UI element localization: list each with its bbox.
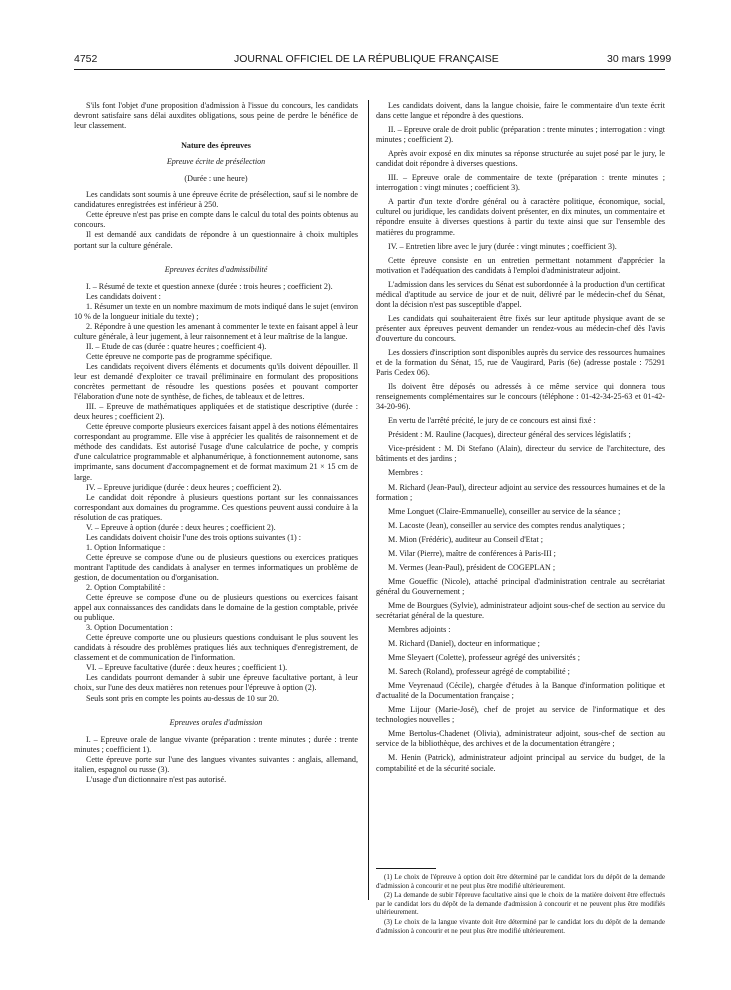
intro-paragraph: S'ils font l'objet d'une proposition d'admission à l'issue du concours, les candidats devront satisfaire sans délai auxdites obligations, sous peine de perdre le bénéfice de leur classement. — [74, 101, 358, 131]
jury-entry: Mme Sleyaert (Colette), professeur agrégé des universités ; — [388, 653, 580, 663]
page-number: 4752 — [74, 53, 98, 65]
paragraph: V. – Epreuve à option (durée : deux heures ; coefficient 2). — [86, 522, 276, 532]
right-column — [376, 101, 665, 774]
paragraph: VI. – Epreuve facultative (durée : deux heures ; coefficient 1). — [86, 663, 288, 673]
paragraph: En vertu de l'arrêté précité, le jury de ce concours est ainsi fixé : — [388, 416, 596, 426]
paragraph: Les candidats reçoivent divers éléments et documents qu'ils doivent dépouiller. Il leur est demandé d'exploiter ce travail préliminaire en formulant des propositions concrètes permettant de résoudre les questions posées et pouvant comporter l'élaboration d'une note de synthèse, de fiches, de tableaux et de lettres. — [74, 361, 358, 402]
jury-heading: Membres adjoints : — [388, 625, 451, 635]
jury-entry: Mme Veyrenaud (Cécile), chargée d'études à la Banque d'information politique et d'actualité de la Documentation française ; — [376, 681, 665, 701]
header-rule — [74, 69, 665, 70]
paragraph: Le candidat doit répondre à plusieurs questions portant sur les connaissances correspondant aux domaines du programme. Ces questions peuvent aussi conduire à la résolution de cas pratiques. — [74, 492, 358, 522]
footnotes — [376, 868, 665, 936]
admissibilite-paragraphs — [74, 282, 358, 704]
journal-title: JOURNAL OFFICIEL DE LA RÉPUBLIQUE FRANÇAISE — [234, 53, 499, 65]
jury-entry: M. Richard (Daniel), docteur en informatique ; — [388, 639, 540, 649]
preselection-paragraphs — [74, 190, 358, 250]
paragraph: 1. Option Informatique : — [86, 542, 166, 552]
paragraph: III. – Epreuve de mathématiques appliquées et de statistique descriptive (durée : deux heures ; coefficient 2). — [74, 402, 358, 422]
subsection-title: Epreuve écrite de présélection — [166, 157, 266, 167]
admission-paragraphs — [74, 735, 358, 785]
jury-entry: M. Sarech (Roland), professeur agrégé de comptabilité ; — [388, 667, 570, 677]
issue-date: 30 mars 1999 — [607, 53, 672, 65]
jury-entry: M. Vilar (Pierre), maître de conférences à Paris-III ; — [388, 548, 556, 558]
paragraph: Cette épreuve ne comporte pas de programme spécifique. — [86, 351, 273, 361]
paragraph: Les candidats pourront demander à subir une épreuve facultative portant, à leur choix, sur l'une des deux matières non retenues pour l'épreuve à option (2). — [74, 673, 358, 693]
paragraph: Les candidats sont soumis à une épreuve écrite de présélection, sauf si le nombre de candidatures enregistrées est inférieur à 250. — [74, 190, 358, 210]
paragraph: 1. Résumer un texte en un nombre maximum de mots indiqué dans le sujet (environ 10 % de la longueur initiale du texte) ; — [74, 301, 358, 321]
paragraph: Les candidats doivent, dans la langue choisie, faire le commentaire d'un texte écrit dans cette langue et répondre à des questions. — [376, 101, 665, 121]
paragraph: Cette épreuve se compose d'une ou de plusieurs questions ou exercices pratiques montrant l'aptitude des candidats à analyser en termes informatiques un problème de gestion, de documentation ou d'organisation. — [74, 552, 358, 582]
footnote: (3) Le choix de la langue vivante doit être déterminé par le candidat lors du dépôt de la demande d'admission à concourir et ne peut plus être modifié ultérieurement. — [376, 917, 665, 935]
paragraph: Ils doivent être déposés ou adressés à ce même service qui donnera tous renseignements complémentaires sur le concours (téléphone : 01-42-34-25-63 et 01-42-34-20-96). — [376, 382, 665, 412]
column-divider — [368, 100, 369, 900]
footnote: (1) Le choix de l'épreuve à option doit être déterminé par le candidat lors du dépôt de la demande d'admission à concourir et ne peut plus être modifié ultérieurement. — [376, 873, 665, 890]
paragraph: L'usage d'un dictionnaire n'est pas autorisé. — [86, 774, 227, 784]
paragraph: 2. Option Comptabilité : — [86, 583, 166, 593]
paragraph: Les candidats qui souhaiteraient être fixés sur leur aptitude physique avant de se présenter aux épreuves peuvent demander un rendez-vous au médecin-chef dès l'avis d'ouverture du concours. — [376, 313, 665, 343]
paragraph: A partir d'un texte d'ordre général ou à caractère politique, économique, social, culturel ou juridique, les candidats doivent présenter, en dix minutes, un commentaire et répondre ensuite à diverses questions à partir du texte ainsi que sur l'ensemble des matières du programme. — [376, 197, 665, 237]
paragraph: 3. Option Documentation : — [86, 623, 173, 633]
paragraph: IV. – Epreuve juridique (durée : deux heures ; coefficient 2). — [86, 482, 282, 492]
jury-entry: Président : M. Rauline (Jacques), directeur général des services législatifs ; — [388, 430, 631, 440]
jury-entry: Mme Bertolus-Chadenet (Olivia), administrateur adjoint, sous-chef de section au service de la bibliothèque, des archives et de la documentation étrangère ; — [376, 729, 665, 749]
paragraph: Cette épreuve consiste en un entretien permettant notamment d'apprécier la motivation et l'adéquation des candidats à l'emploi d'administrateur adjoint. — [376, 255, 665, 275]
subsection-title: Epreuves orales d'admission — [169, 717, 263, 727]
jury-entry: Mme Goueffic (Nicole), attaché principal d'administration centrale au secrétariat général du Gouvernement ; — [376, 576, 665, 596]
jury-entry: M. Vermes (Jean-Paul), président de COGEPLAN ; — [388, 562, 556, 572]
paragraph: Il est demandé aux candidats de répondre à un questionnaire à choix multiples portant sur la culture générale. — [74, 230, 358, 250]
jury-entry: M. Richard (Jean-Paul), directeur adjoint au service des ressources humaines et de la formation ; — [376, 482, 665, 502]
paragraph: Les candidats doivent : — [86, 291, 161, 301]
paragraph: I. – Epreuve orale de langue vivante (préparation : trente minutes ; durée : trente minutes ; coefficient 1). — [74, 734, 358, 754]
paragraph: Cette épreuve comporte une ou plusieurs questions conduisant le plus souvent les candidats à résoudre des problèmes pratiques liés aux techniques d'enregistrement, de classement et de communication de l'information. — [74, 633, 358, 663]
paragraph: Cette épreuve se compose d'une ou de plusieurs questions ou exercices faisant appel aux connaissances des candidats dans le domaine de la gestion comptable, privée ou publique. — [74, 593, 358, 623]
paragraph: Seuls sont pris en compte les points au-dessus de 10 sur 20. — [86, 693, 279, 703]
paragraph: Cette épreuve comporte plusieurs exercices faisant appel à des notions élémentaires correspondant au programme. Elle vise à apprécier les qualités de raisonnement et de méthode des candidats. Est autorisé l'usage d'une calculatrice de poche, y compris d'une calculatrice programmable et alphanumérique, à fonctionnement autonome, sans imprimante, sans document d'accompagnement et de format maximum 21 × 15 cm de large. — [74, 422, 358, 482]
jury-entry: Vice-président : M. Di Stefano (Alain), directeur du service de l'architecture, des bâtiments et des jardins ; — [376, 444, 665, 464]
jury-entry: M. Mion (Frédéric), auditeur au Conseil d'Etat ; — [388, 534, 543, 544]
paragraph: L'admission dans les services du Sénat est subordonnée à la production d'un certificat médical d'aptitude au service de jour et de nuit, délivré par le médecin-chef du Sénat, dont la décision n'est pas susceptible d'appel. — [376, 279, 665, 309]
paragraph: III. – Epreuve orale de commentaire de texte (préparation : trente minutes ; interrogation : vingt minutes ; coefficient 3). — [376, 173, 665, 193]
paragraph: Après avoir exposé en dix minutes sa réponse structurée au sujet posé par le jury, le candidat doit répondre à diverses questions. — [376, 149, 665, 169]
duration-note: (Durée : une heure) — [184, 174, 248, 184]
paragraph: 2. Répondre à une question les amenant à commenter le texte en faisant appel à leur culture générale, à leur jugement, à leur raisonnement et à leur maîtrise de la langue. — [74, 321, 358, 341]
paragraph: II. – Etude de cas (durée : quatre heures ; coefficient 4). — [86, 341, 267, 351]
paragraph: IV. – Entretien libre avec le jury (durée : vingt minutes ; coefficient 3). — [388, 241, 617, 251]
section-title: Nature des épreuves — [181, 141, 251, 151]
paragraph: Les dossiers d'inscription sont disponibles auprès du service des ressources humaines et de la formation du Sénat, 15, rue de Vaugirard, Paris (6e) (adresse postale : 75291 Paris Cedex 06). — [376, 347, 665, 378]
jury-heading: Membres : — [388, 468, 423, 478]
jury-entry: Mme de Bourgues (Sylvie), administrateur adjoint sous-chef de section au service du secrétariat général de la questure. — [376, 600, 665, 620]
footnote-rule — [376, 868, 436, 869]
paragraph: Cette épreuve n'est pas prise en compte dans le calcul du total des points obtenus au concours. — [74, 210, 358, 230]
jury-entry: M. Lacoste (Jean), conseiller au service des comptes rendus analytiques ; — [388, 520, 625, 530]
footnote: (2) La demande de subir l'épreuve facultative ainsi que le choix de la matière doivent être effectués par le candidat lors du dépôt de la demande d'admission à concourir et ne peuvent plus être modifiés ultérieurement. — [376, 891, 665, 917]
paragraph: Les candidats doivent choisir l'une des trois options suivantes (1) : — [86, 532, 302, 542]
jury-entry: Mme Longuet (Claire-Emmanuelle), conseiller au service de la séance ; — [388, 506, 621, 516]
paragraph: I. – Résumé de texte et question annexe (durée : trois heures ; coefficient 2). — [86, 281, 333, 291]
paragraph: II. – Epreuve orale de droit public (préparation : trente minutes ; interrogation : vingt minutes ; coefficient 2). — [376, 125, 665, 145]
jury-entry: M. Henin (Patrick), administrateur adjoint principal au service du budget, de la comptabilité et de la sécurité sociale. — [376, 753, 665, 773]
subsection-title: Epreuves écrites d'admissibilité — [164, 264, 268, 274]
jury-entry: Mme Lijour (Marie-José), chef de projet au service de l'informatique et des technologies nouvelles ; — [376, 705, 665, 725]
paragraph: Cette épreuve porte sur l'une des langues vivantes suivantes : anglais, allemand, italien, espagnol ou russe (3). — [74, 754, 358, 774]
left-column — [74, 101, 358, 785]
